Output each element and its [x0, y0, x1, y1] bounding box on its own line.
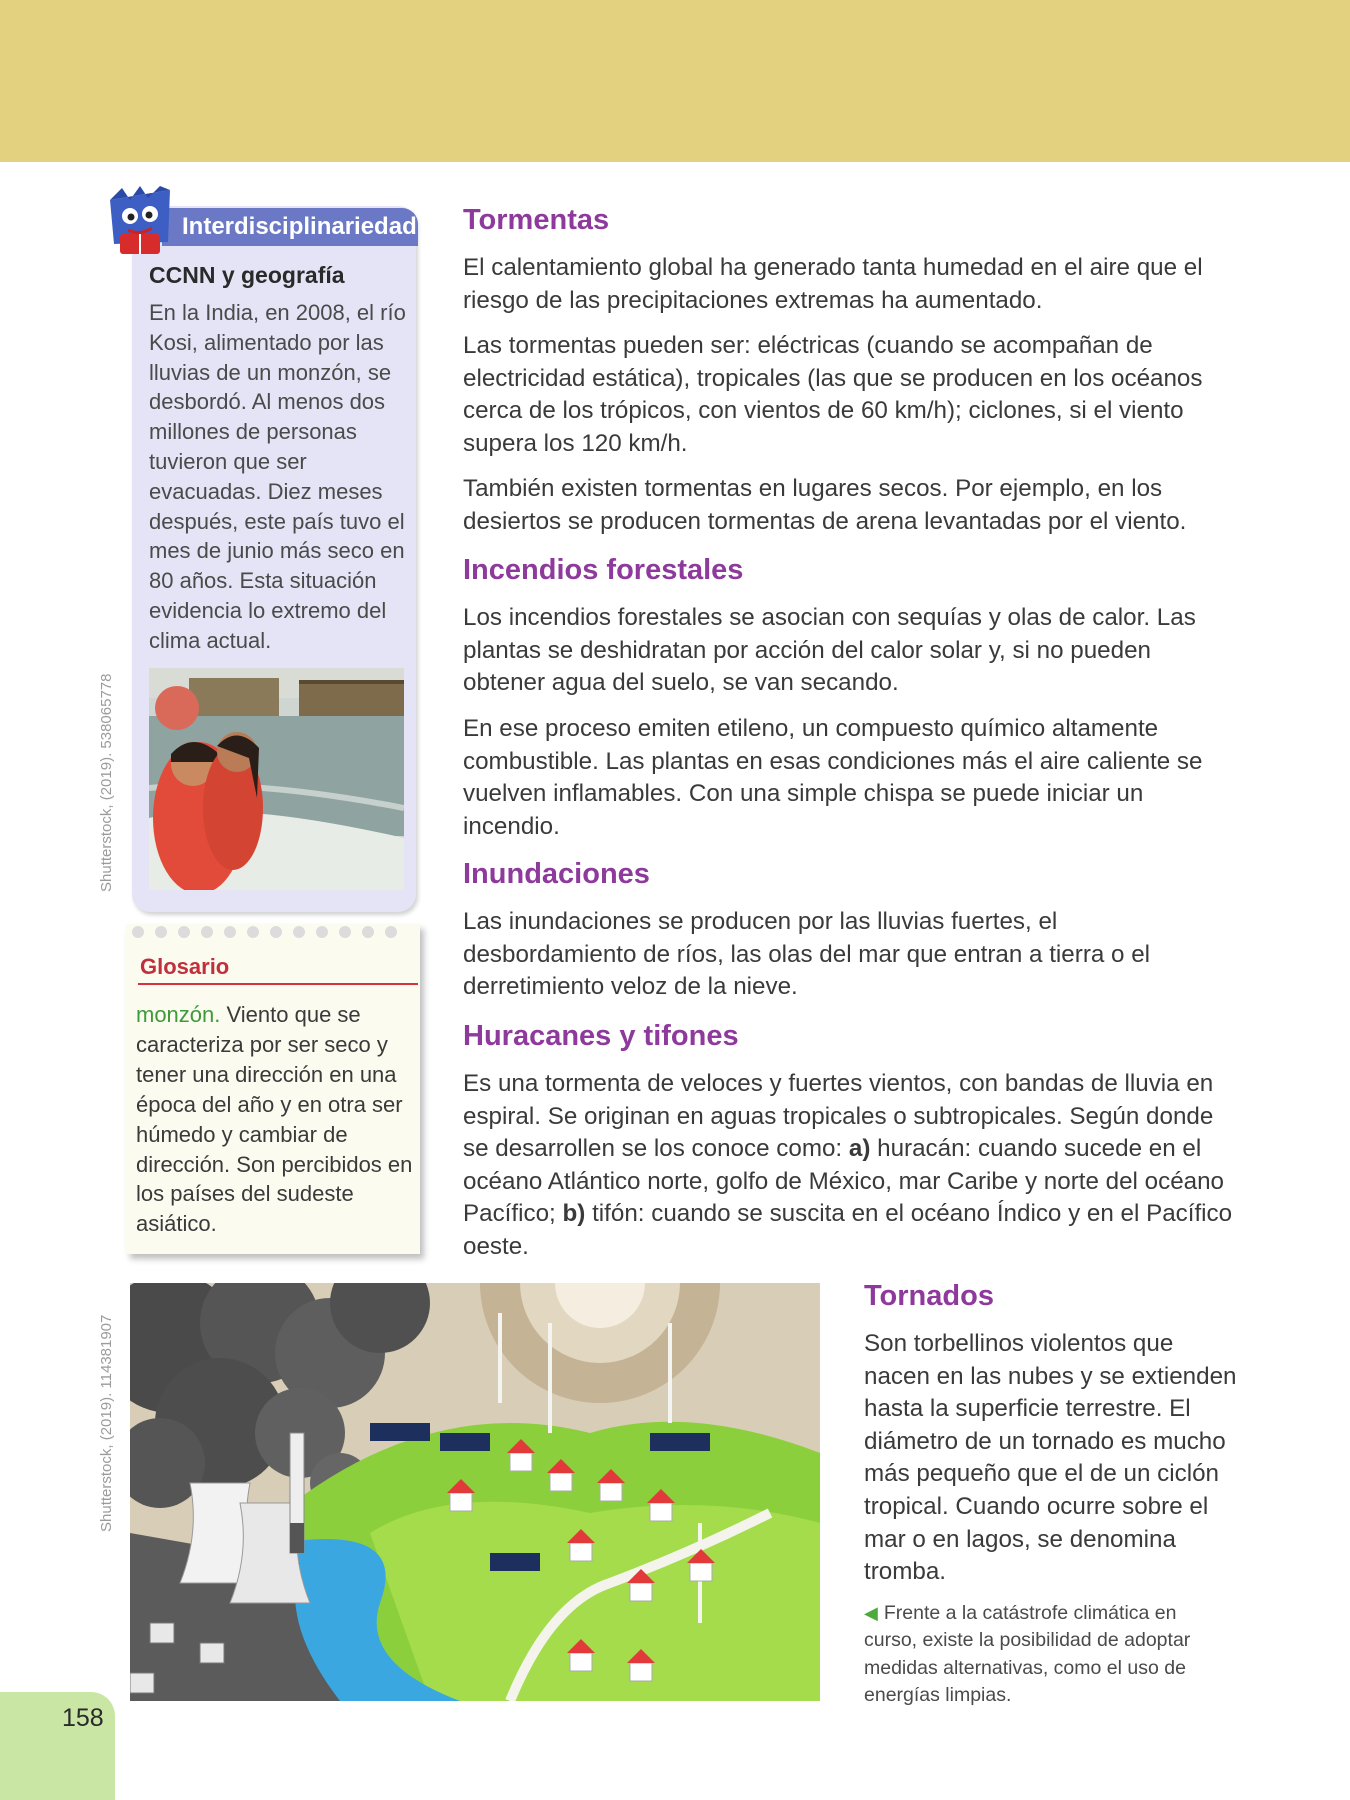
glossary-term: monzón.	[136, 1002, 221, 1027]
glossary-divider	[138, 983, 418, 985]
top-color-band	[0, 0, 1350, 162]
huracanes-label-a: a)	[848, 1135, 871, 1163]
caption-arrow-icon: ◀	[864, 1603, 878, 1623]
flood-photo	[149, 668, 404, 890]
page-number: 158	[62, 1704, 104, 1732]
huracanes-item-b: tifón: cuando se suscita en el océano Índico y en el Pacífico oeste.	[463, 1200, 1233, 1260]
huracanes-label-b: b)	[562, 1200, 586, 1228]
clean-energy-illustration	[130, 1283, 820, 1701]
caption-text: Frente a la catástrofe climática en curso, existe la posibilidad de adoptar medidas alternativas, como el uso de energías limpias.	[864, 1602, 1191, 1707]
heading-tormentas: Tormentas	[463, 204, 610, 236]
incendios-paragraph-1: Los incendios forestales se asocian con sequías y olas de calor. Las plantas se deshidratan por acción del calor solar y, si no pueden obtener agua del suelo, se van secando.	[463, 604, 1196, 697]
tormentas-paragraph-2: Las tormentas pueden ser: eléctricas (cuando se acompañan de electricidad estática), tropicales (las que se producen en los océanos cerca de los trópicos, con vientos de 60 km/h); ciclones, si el viento supera los 120 km/h.	[463, 332, 1203, 457]
interdisciplinary-subtitle: CCNN y geografía	[149, 262, 345, 288]
incendios-paragraph-2: En ese proceso emiten etileno, un compuesto químico altamente combustible. Las plantas en esas condiciones más el aire caliente se vuelven inflamables. Con una simple chispa se puede iniciar un incendio.	[463, 715, 1203, 840]
inundaciones-paragraph-1: Las inundaciones se producen por las lluvias fuertes, el desbordamiento de ríos, las olas del mar que entran a tierra o el derretimiento veloz de la nieve.	[463, 908, 1151, 1001]
glossary-definition: Viento que se caracteriza por ser seco y tener una dirección en una época del año y en otra ser húmedo y cambiar de dirección. Son percibidos en los países del sudeste asiático.	[136, 1002, 413, 1237]
huracanes-intro: Es una tormenta de veloces y fuertes vientos, con bandas de lluvia en espiral. Se originan en aguas tropicales o subtropicales. Según donde se desarrollen se los conoce como:	[463, 1070, 1214, 1163]
heading-incendios: Incendios forestales	[463, 554, 744, 586]
glossary-binder-dots	[128, 922, 418, 942]
illustration-credit: Shutterstock, (2019). 114381907	[98, 1314, 115, 1532]
glossary-title: Glosario	[140, 954, 230, 979]
huracanes-paragraph-1	[463, 1068, 1233, 1264]
heading-inundaciones: Inundaciones	[463, 858, 650, 890]
interdisciplinary-header: Interdisciplinariedad	[162, 208, 418, 246]
tormentas-paragraph-1: El calentamiento global ha generado tanta humedad en el aire que el riesgo de las precipitaciones extremas ha aumentado.	[463, 254, 1203, 314]
photo-credit: Shutterstock, (2019). 538065778	[98, 673, 115, 892]
illustration-caption	[864, 1600, 1204, 1710]
huracanes-item-a: huracán: cuando sucede en el océano Atlántico norte, golfo de México, mar Caribe y norte del océano Pacífico;	[463, 1135, 1225, 1228]
tornados-paragraph-1: Son torbellinos violentos que nacen en las nubes y se extienden hasta la superficie terrestre. El diámetro de un tornado es mucho más pequeño que el de un ciclón tropical. Cuando ocurre sobre el mar o en lagos, se denomina tromba.	[864, 1330, 1237, 1586]
interdisciplinary-text: En la India, en 2008, el río Kosi, alimentado por las lluvias de un monzón, se desbordó. Al menos dos millones de personas tuvieron que ser evacuadas. Diez meses después, este país tuvo el mes de junio más seco en 80 años. Esta situación evidencia lo extremo del clima actual.	[149, 300, 406, 653]
tormentas-paragraph-3: También existen tormentas en lugares secos. Por ejemplo, en los desiertos se producen tormentas de arena levantadas por el viento.	[463, 475, 1187, 535]
heading-huracanes: Huracanes y tifones	[463, 1020, 739, 1052]
glossary-entry	[136, 1000, 416, 1239]
mascot-icon	[102, 186, 178, 262]
heading-tornados: Tornados	[864, 1280, 994, 1312]
